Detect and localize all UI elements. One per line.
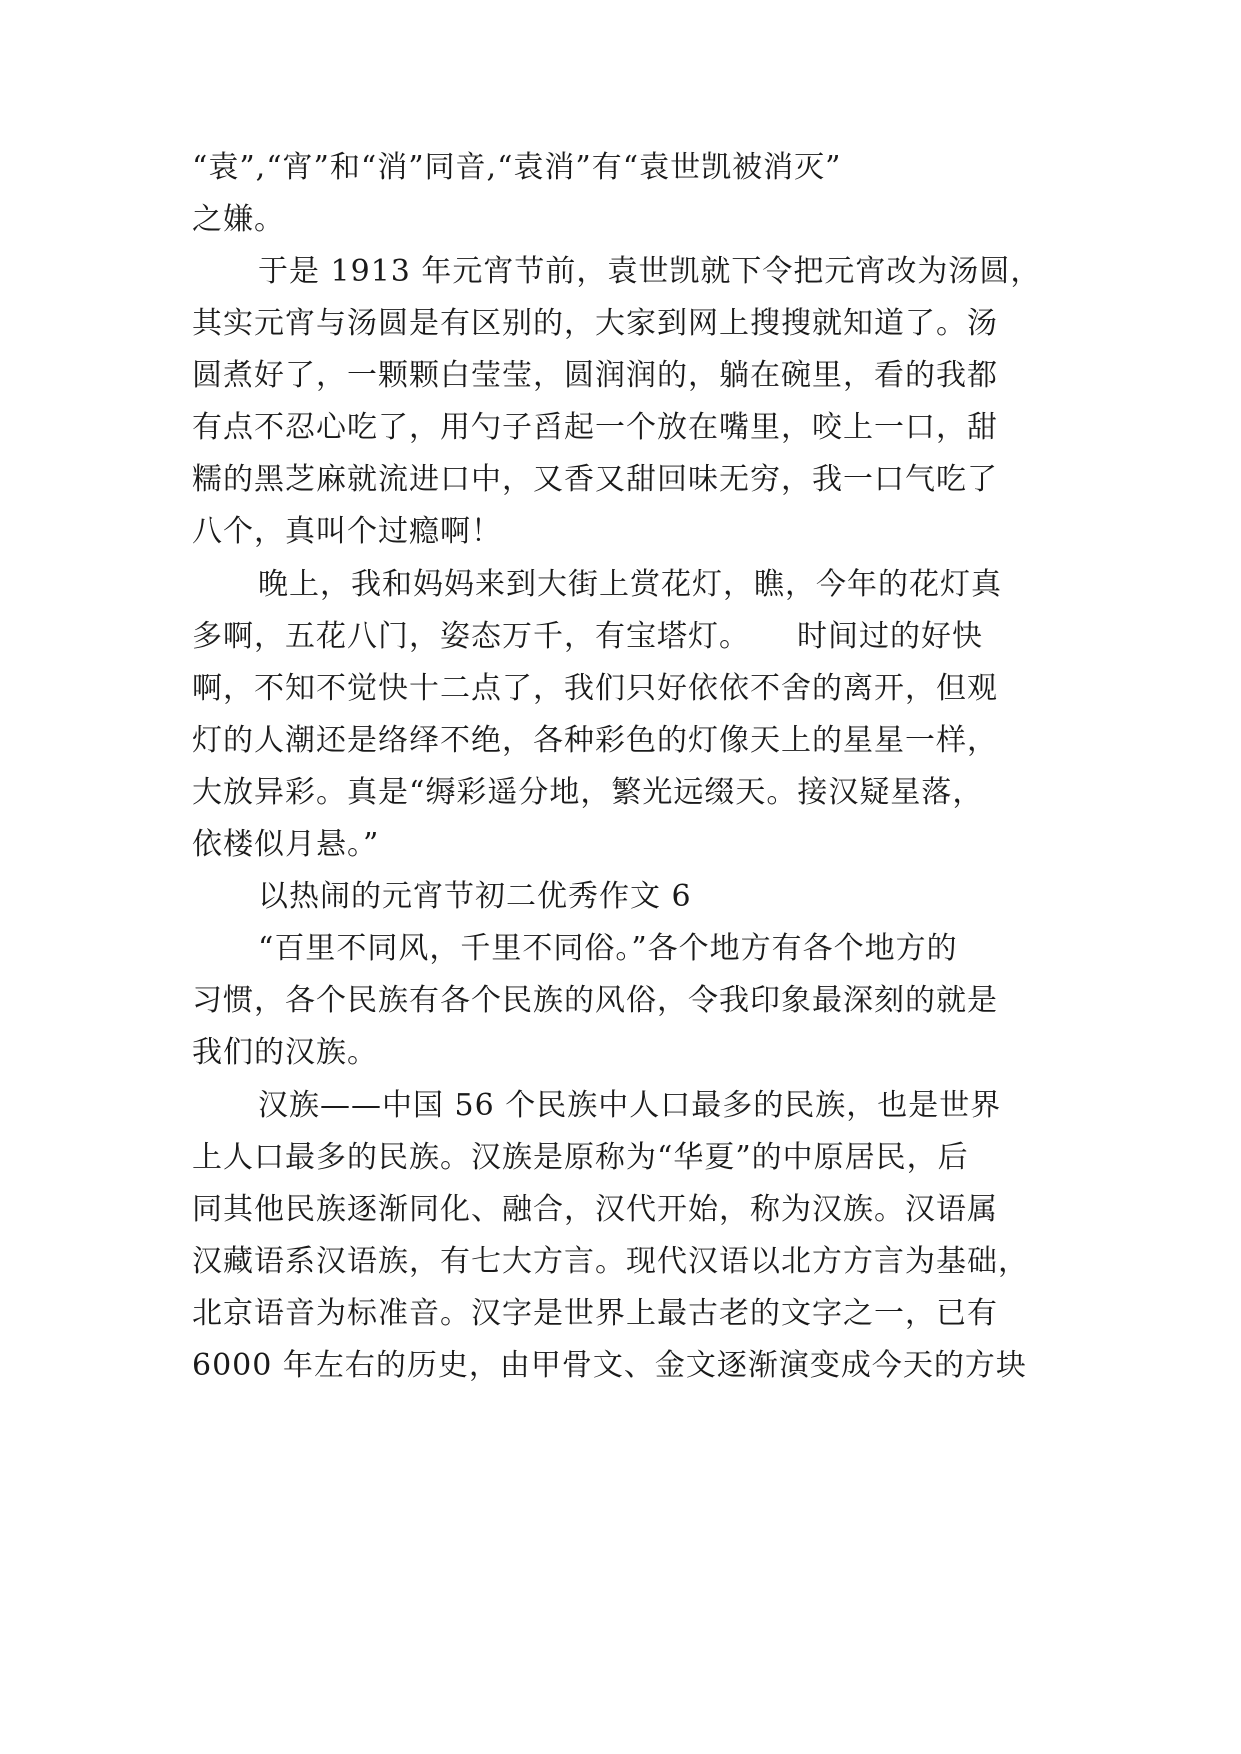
paragraph-han-nationality: 汉族——中国 56 个民族中人口最多的民族，也是世界: [258, 1088, 1002, 1123]
essay-heading: 以热闹的元宵节初二优秀作文 6: [258, 879, 692, 914]
text-line-4: 其实元宵与汤圆是有区别的，大家到网上搜搜就知道了。汤: [192, 306, 998, 341]
text-line-24: 6000 年左右的历史，由甲骨文、金文逐渐演变成今天的方块: [192, 1348, 1027, 1383]
text-line-23: 北京语音为标准音。汉字是世界上最古老的文字之一，已有: [192, 1296, 998, 1331]
text-line-13: 大放异彩。真是“缛彩遥分地，繁光远缀天。接汉疑星落，: [192, 775, 984, 810]
paragraph-customs: “百里不同风，千里不同俗。”各个地方有各个地方的: [258, 931, 958, 966]
text-line-22: 汉藏语系汉语族，有七大方言。现代汉语以北方方言为基础，: [192, 1244, 1029, 1279]
paragraph-lanterns: 晚上，我和妈妈来到大街上赏花灯，瞧，今年的花灯真: [258, 567, 1002, 602]
text-line-20: 上人口最多的民族。汉族是原称为“华夏”的中原居民，后: [192, 1140, 969, 1175]
text-line-11: 啊，不知不觉快十二点了，我们只好依依不舍的离开，但观: [192, 671, 998, 706]
text-line-14: 依楼似月悬。”: [192, 827, 380, 862]
text-line-5: 圆煮好了，一颗颗白莹莹，圆润润的，躺在碗里，看的我都: [192, 358, 998, 393]
text-line-10: 多啊，五花八门，姿态万千，有宝塔灯。 时间过的好快: [192, 619, 983, 654]
text-line-21: 同其他民族逐渐同化、融合，汉代开始，称为汉族。汉语属: [192, 1192, 998, 1227]
text-line-18: 我们的汉族。: [192, 1035, 378, 1070]
text-line-7: 糯的黑芝麻就流进口中，又香又甜回味无穷，我一口气吃了: [192, 462, 998, 497]
paragraph-yuanxiao-to-tangyuan: 于是 1913 年元宵节前，袁世凯就下令把元宵改为汤圆，: [258, 254, 1042, 289]
text-line-2: 之嫌。: [192, 202, 285, 237]
text-line-8: 八个，真叫个过瘾啊！: [192, 514, 502, 549]
text-line-1: “袁”,“宵”和“消”同音,“袁消”有“袁世凯被消灭”: [192, 150, 842, 185]
text-line-6: 有点不忍心吃了，用勺子舀起一个放在嘴里，咬上一口，甜: [192, 410, 998, 445]
text-line-17: 习惯，各个民族有各个民族的风俗，令我印象最深刻的就是: [192, 983, 998, 1018]
text-line-12: 灯的人潮还是络绎不绝，各种彩色的灯像天上的星星一样，: [192, 723, 998, 758]
